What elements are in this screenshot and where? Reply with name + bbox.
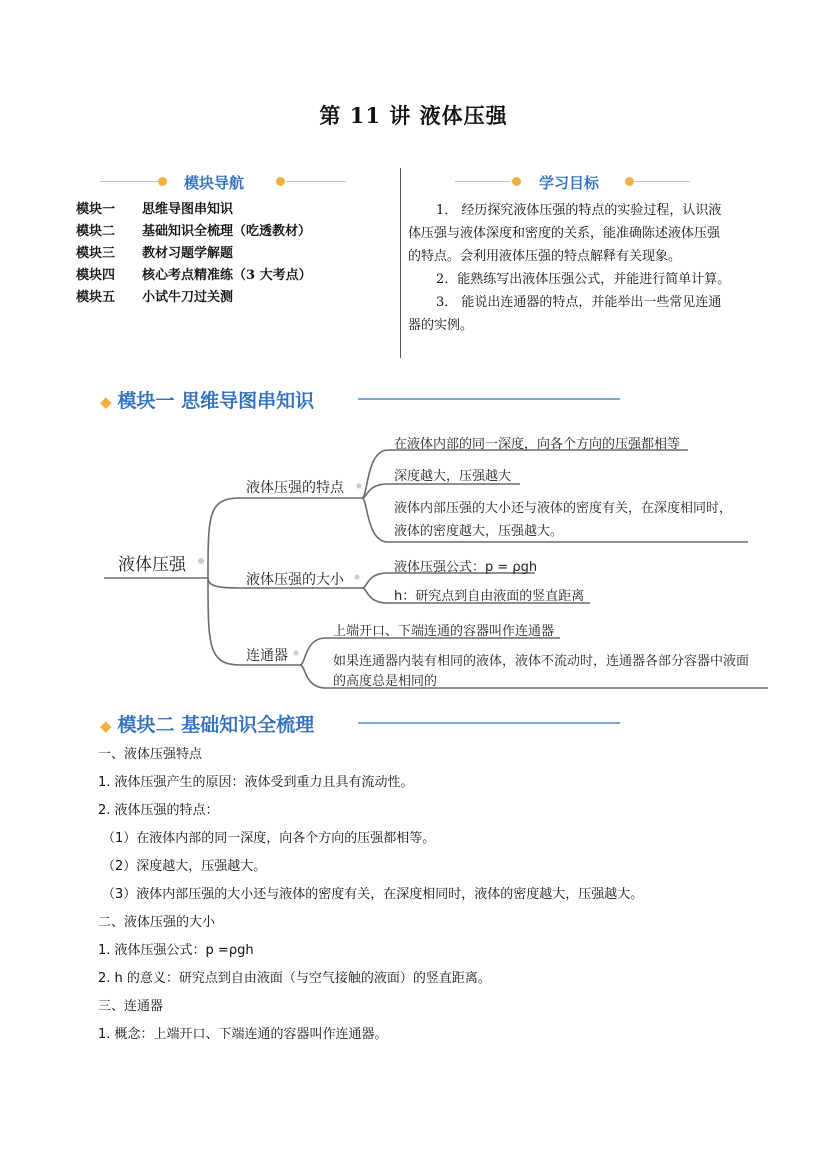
connector [362, 484, 520, 498]
goal-line: 3． 能说出连通器的特点，并能举出一些常见连通 [436, 295, 722, 310]
dot-icon [512, 177, 521, 186]
connector [208, 498, 240, 578]
dot-icon [158, 177, 167, 186]
diamond-icon: ◆ [100, 393, 112, 411]
mindmap-root: 液体压强 [118, 555, 186, 575]
goals-text [408, 199, 758, 337]
mindmap-branch: 液体压强的大小 [246, 572, 344, 588]
nav-item[interactable]: 模块一 思维导图串知识 [76, 202, 234, 217]
body-text: 2. 液体压强的特点： [98, 803, 219, 818]
body-text: （1）在液体内部的同一深度，向各个方向的压强都相等。 [102, 831, 436, 846]
mindmap-leaf: 如果连通器内装有相同的液体，液体不流动时，连通器各部分容器中液面 [333, 654, 750, 669]
dot-icon [276, 177, 285, 186]
section-heading: 一、液体压强特点 [98, 747, 203, 762]
mindmap-leaf: 的高度总是相同的 [333, 674, 438, 689]
mindmap-branch: 液体压强的特点 [246, 480, 344, 496]
mindmap-leaf: 在液体内部的同一深度，向各个方向的压强都相等 [394, 437, 681, 452]
nav-item[interactable]: 模块四 核心考点精准练（3 大考点） [76, 268, 312, 283]
diamond-icon: ◆ [100, 717, 112, 735]
nav-item[interactable]: 模块二 基础知识全梳理（吃透教材） [76, 224, 312, 239]
column-divider [400, 168, 401, 358]
nav-list [76, 199, 312, 309]
connector [208, 578, 240, 588]
node-dot-icon [294, 651, 299, 656]
module2-heading [100, 710, 640, 736]
mindmap-leaf: 液体压强公式：p = ρgh [394, 560, 538, 575]
goals-heading-block [455, 172, 705, 192]
nav-item[interactable]: 模块三 教材习题学解题 [76, 246, 234, 261]
page-title: 第 11 讲 液体压强 [319, 103, 508, 128]
connector [208, 578, 240, 665]
section-heading: 三、连通器 [98, 999, 164, 1014]
node-dot-icon [355, 575, 360, 580]
body-text: 1. 液体压强产生的原因：液体受到重力且具有流动性。 [98, 775, 414, 790]
divider [100, 181, 160, 182]
body-text: 1. 概念：上端开口、下端连通的容器叫作连通器。 [98, 1027, 388, 1042]
goals-heading: 学习目标 [539, 174, 600, 192]
mindmap-leaf: 上端开口、下端连通的容器叫作连通器 [333, 624, 555, 639]
divider [286, 181, 346, 182]
mindmap-leaf: 液体的密度越大，压强越大。 [394, 524, 564, 539]
node-dot-icon [357, 484, 362, 489]
divider [358, 722, 620, 724]
module1-heading [100, 386, 640, 412]
mindmap-leaf: 液体内部压强的大小还与液体的密度有关，在深度相同时， [394, 501, 733, 516]
mindmap-branch: 连通器 [246, 648, 288, 664]
mindmap-leaf: 深度越大，压强越大 [394, 469, 512, 484]
mindmap-leaf: h：研究点到自由液面的竖直距离 [394, 589, 585, 604]
divider [358, 398, 620, 400]
nav-heading-block [100, 172, 350, 192]
nav-item[interactable]: 模块五 小试牛刀过关测 [76, 290, 234, 305]
body-text: 1. 液体压强公式：p =ρgh [98, 943, 254, 958]
section-heading: 二、液体压强的大小 [98, 915, 216, 930]
module1-title: 模块一 思维导图串知识 [117, 390, 315, 412]
divider [455, 181, 510, 182]
node-dot-icon [198, 558, 204, 564]
goal-line: 2．能熟练写出液体压强公式，并能进行简单计算。 [436, 272, 731, 287]
goal-line: 体压强与液体深度和密度的关系，能准确陈述液体压强 [408, 226, 721, 241]
body-text: （3）液体内部压强的大小还与液体的密度有关，在深度相同时，液体的密度越大，压强越大。 [102, 887, 644, 902]
module2-title: 模块二 基础知识全梳理 [117, 714, 315, 736]
body-text: 2. h 的意义：研究点到自由液面（与空气接触的液面）的竖直距离。 [98, 971, 491, 986]
divider [635, 181, 690, 182]
goal-line: 的特点。会利用液体压强的特点解释有关现象。 [408, 249, 682, 264]
goal-line: 器的实例。 [408, 318, 474, 333]
dot-icon [625, 177, 634, 186]
goal-line: 1． 经历探究液体压强的特点的实验过程，认识液 [436, 203, 722, 218]
nav-heading: 模块导航 [184, 174, 245, 192]
body-text: （2）深度越大，压强越大。 [102, 859, 267, 874]
